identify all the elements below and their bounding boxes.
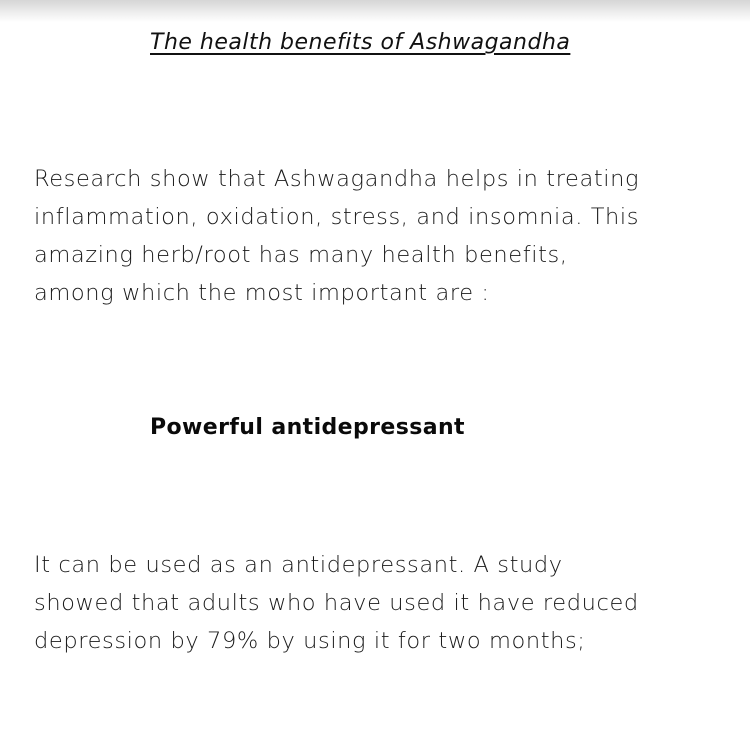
intro-line: among which the most important are : bbox=[34, 280, 490, 306]
top-edge-shadow bbox=[0, 0, 750, 22]
intro-line: Research show that Ashwagandha helps in treating bbox=[34, 166, 640, 192]
section-line: showed that adults who have used it have reduced bbox=[34, 590, 639, 616]
document-title: The health benefits of Ashwagandha bbox=[150, 30, 571, 55]
intro-line: inflammation, oxidation, stress, and insomnia. This bbox=[34, 204, 640, 230]
section-line: It can be used as an antidepressant. A study bbox=[34, 552, 563, 578]
intro-paragraph bbox=[34, 160, 734, 312]
section-paragraph bbox=[34, 546, 734, 660]
intro-line: amazing herb/root has many health benefits, bbox=[34, 242, 568, 268]
section-heading: Powerful antidepressant bbox=[150, 415, 465, 440]
section-line: depression by 79% by using it for two months; bbox=[34, 628, 586, 654]
